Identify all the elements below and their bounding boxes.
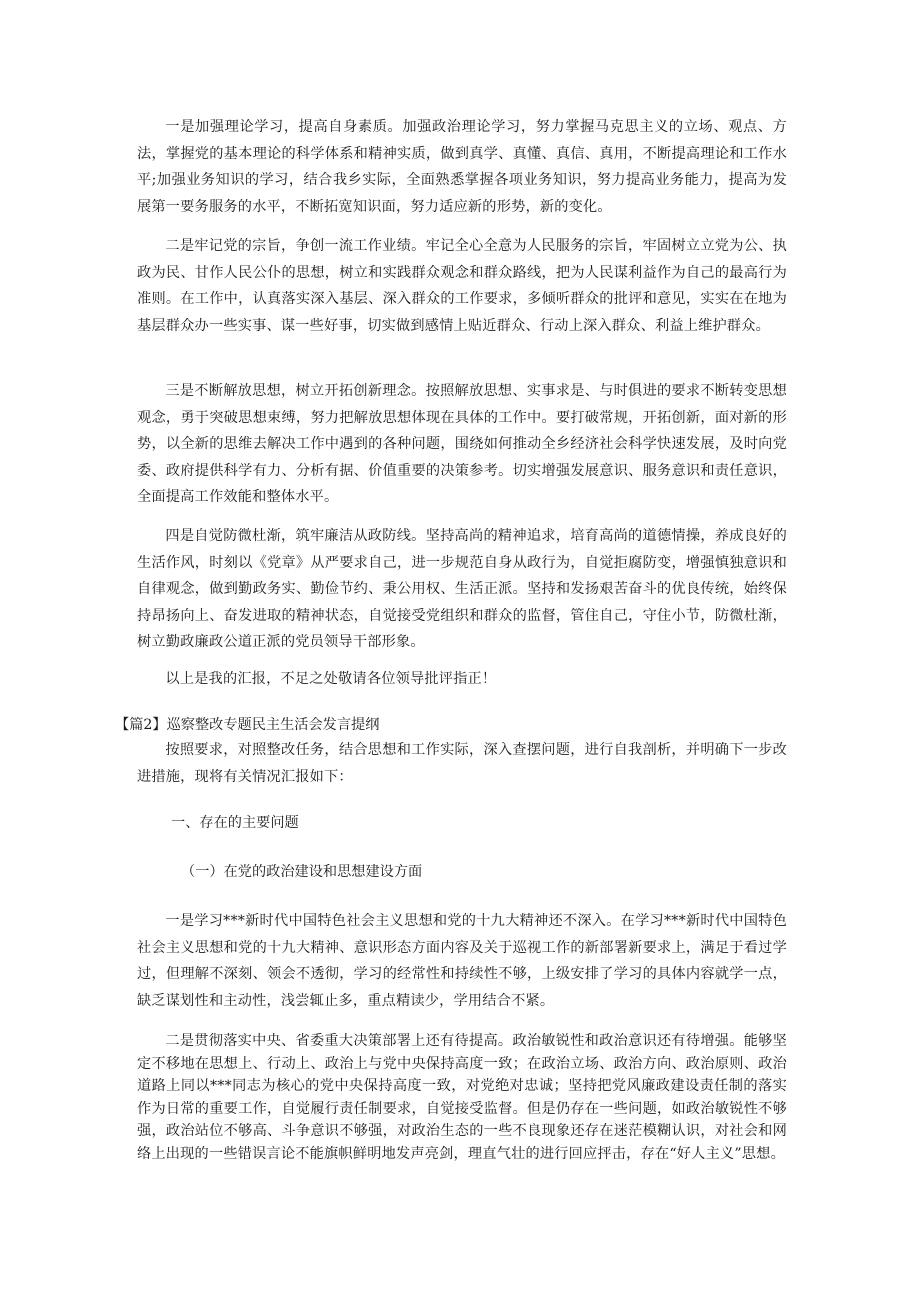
paragraph-closing-remark: 以上是我的汇报，不足之处敬请各位领导批评指正！ [165, 671, 497, 687]
paragraph-introduction: 按照要求，对照整改任务，结合思想和工作实际，深入查摆问题，进行自我剖析，并明确下一步改进措施，现将有关情况汇报如下： [137, 742, 787, 785]
paragraph-liberate-thinking: 三是不断解放思想，树立开拓创新理念。按照解放思想、实事求是、与时俱进的要求不断转变思想观念，勇于突破思想束缚，努力把解放思想体现在具体的工作中。要打破常规，开拓创新，面对新的形势，以全新的思维去解决工作中遇到的各种问题，围绕如何推动全乡经济社会科学快速发展，及时向党委、政府提供科学有力、分析有据、价值重要的决策参考。切实增强发展意识、服务意识和责任意识，全面提高工作效能和整体水平。 [137, 383, 787, 505]
paragraph-study-not-deep: 一是学习***新时代中国特色社会主义思想和党的十九大精神还不深入。在学习***新时代中国特色社会主义思想和党的十九大精神、意识形态方面内容及关于巡视工作的新部署新要求上，满足于看过学过，但理解不深刻、领会不透彻，学习的经常性和持续性不够，上级安排了学习的具体内容就学一点，缺乏谋划性和主动性，浅尝辄止多，重点精读少，学用结合不紧。 [137, 913, 787, 1009]
paragraph-implementation: 二是贯彻落实中央、省委重大决策部署上还有待提高。政治敏锐性和政治意识还有待增强。能够坚定不移地在思想上、行动上、政治上与党中央保持高度一致；在政治立场、政治方向、政治原则、政治道路上同以***同志为核心的党中央保持高度一致，对党绝对忠诚；坚持把党风廉政建设责任制的落实作为日常的重要工作，自觉履行责任制要求，自觉接受监督。但是仍存在一些问题，如政治敏锐性不够强，政治站位不够高、斗争意识不够强，对政治生态的一些不良现象还存在迷茫模糊认识，对社会和网络上出现的一些错误言论不能旗帜鲜明地发声亮剑，理直气壮的进行回应抨击，存在“好人主义”思想。 [137, 1033, 787, 1162]
heading-main-problems: 一、存在的主要问题 [171, 815, 299, 831]
heading-political-construction: （一）在党的政治建设和思想建设方面 [181, 864, 423, 880]
paragraph-integrity: 四是自觉防微杜渐，筑牢廉洁从政防线。坚持高尚的精神追求，培育高尚的道德情操，养成良好的生活作风，时刻以《党章》从严要求自己，进一步规范自身从政行为，自觉拒腐防变，增强慎独意识和自律观念，做到勤政务实、勤俭节约、秉公用权、生活正派。坚持和发扬艰苦奋斗的优良传统，始终保持昂扬向上、奋发进取的精神状态，自觉接受党组织和群众的监督，管住自己，守住小节，防微杜渐，树立勤政廉政公道正派的党员领导干部形象。 [137, 528, 787, 650]
paragraph-theory-study: 一是加强理论学习，提高自身素质。加强政治理论学习，努力掌握马克思主义的立场、观点、方法，掌握党的基本理论的科学体系和精神实质，做到真学、真懂、真信、真用，不断提高理论和工作水平;加强业务知识的学习，结合我乡实际，全面熟悉掌握各项业务知识，努力提高业务能力，提高为发展第一要务服务的水平，不断拓宽知识面，努力适应新的形势，新的变化。 [137, 119, 787, 215]
paragraph-party-purpose: 二是牢记党的宗旨，争创一流工作业绩。牢记全心全意为人民服务的宗旨，牢固树立立党为公、执政为民、甘作人民公仆的思想，树立和实践群众观念和群众路线，把为人民谋利益作为自己的最高行为准则。在工作中，认真落实深入基层、深入群众的工作要求，多倾听群众的批评和意见，实实在在地为基层群众办一些实事、谋一些好事，切实做到感情上贴近群众、行动上深入群众、利益上维护群众。 [137, 238, 787, 334]
section-title: 【篇2】巡察整改专题民主生活会发言提纲 [115, 717, 380, 733]
